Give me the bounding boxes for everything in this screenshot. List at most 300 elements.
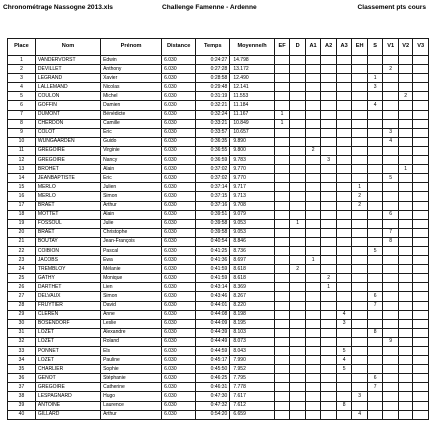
nom-cell: MERLO <box>35 192 100 201</box>
cat-ef-cell <box>274 374 290 383</box>
temps-cell: 0:39:58 <box>196 228 230 237</box>
cat-ef-cell <box>274 265 290 274</box>
cat-a3-cell <box>336 110 352 119</box>
cat-d-cell <box>290 65 306 74</box>
cat-a3-cell <box>336 228 352 237</box>
cat-d-cell <box>290 347 306 356</box>
table-row <box>8 219 429 228</box>
cat-a3-cell <box>336 210 352 219</box>
cat-s-cell <box>367 165 383 174</box>
cat-v2-cell <box>398 265 412 274</box>
cat-ef-cell <box>274 410 290 419</box>
distance-cell: 6.030 <box>162 410 196 419</box>
place-cell: 3 <box>8 74 36 83</box>
col-v1: V1 <box>383 39 399 56</box>
prenom-cell: Pascal <box>101 246 162 255</box>
table-row <box>8 228 429 237</box>
cat-s-cell <box>367 219 383 228</box>
cat-a3-cell <box>336 192 352 201</box>
table-row <box>8 365 429 374</box>
nom-cell: GREGOIRE <box>35 156 100 165</box>
cat-a1-cell <box>305 274 321 283</box>
cat-a3-cell <box>336 146 352 155</box>
cat-a1-cell <box>305 119 321 128</box>
table-row <box>8 265 429 274</box>
cat-s-cell <box>367 201 383 210</box>
moyenne-cell: 12.490 <box>230 74 274 83</box>
cat-v2-cell <box>398 101 412 110</box>
cat-d-cell <box>290 337 306 346</box>
nom-cell: WUNGAARDEN <box>35 137 100 146</box>
place-cell: 36 <box>8 374 36 383</box>
distance-cell: 6.030 <box>162 401 196 410</box>
table-row <box>8 74 429 83</box>
cat-eh-cell <box>352 83 368 92</box>
cat-eh-cell <box>352 92 368 101</box>
cat-v1-cell <box>383 165 399 174</box>
table-row <box>8 246 429 255</box>
cat-ef-cell <box>274 165 290 174</box>
cat-eh-cell <box>352 283 368 292</box>
moyenne-cell: 8.267 <box>230 292 274 301</box>
cat-a1-cell <box>305 174 321 183</box>
results-body <box>8 56 429 420</box>
cat-eh-cell <box>352 401 368 410</box>
nom-cell: DUMONT <box>35 110 100 119</box>
cat-eh-cell <box>352 56 368 65</box>
cat-a1-cell <box>305 410 321 419</box>
cat-d-cell <box>290 137 306 146</box>
prenom-cell: Eric <box>101 128 162 137</box>
cat-a3-cell <box>336 265 352 274</box>
place-cell: 10 <box>8 137 36 146</box>
cat-a1-cell <box>305 392 321 401</box>
cat-v2-cell <box>398 401 412 410</box>
moyenne-cell: 9.708 <box>230 201 274 210</box>
cat-s-cell <box>367 356 383 365</box>
cat-s-cell <box>367 237 383 246</box>
prenom-cell: Simon <box>101 292 162 301</box>
cat-d-cell <box>290 410 306 419</box>
cat-v1-cell <box>383 410 399 419</box>
cat-d-cell <box>290 110 306 119</box>
cat-a3-cell <box>336 410 352 419</box>
cat-a1-cell <box>305 83 321 92</box>
cat-v3-cell <box>413 228 429 237</box>
moyenne-cell: 10.849 <box>230 119 274 128</box>
nom-cell: BOUTAY <box>35 237 100 246</box>
cat-a3-cell: 4 <box>336 356 352 365</box>
cat-v3-cell <box>413 401 429 410</box>
cat-s-cell: 3 <box>367 83 383 92</box>
place-cell: 5 <box>8 92 36 101</box>
cat-v1-cell: 5 <box>383 174 399 183</box>
table-row <box>8 128 429 137</box>
cat-a3-cell <box>336 274 352 283</box>
cat-d-cell <box>290 392 306 401</box>
cat-v3-cell <box>413 74 429 83</box>
cat-d-cell <box>290 56 306 65</box>
moyenne-cell: 13.172 <box>230 65 274 74</box>
cat-a3-cell <box>336 183 352 192</box>
col-prenom: Prénom <box>101 39 162 56</box>
nom-cell: LALLEMAND <box>35 83 100 92</box>
nom-cell: CLEREN <box>35 310 100 319</box>
cat-a3-cell <box>336 174 352 183</box>
cat-a1-cell <box>305 210 321 219</box>
cat-ef-cell <box>274 237 290 246</box>
nom-cell: TREMBLOY <box>35 265 100 274</box>
cat-s-cell <box>367 174 383 183</box>
distance-cell: 6.030 <box>162 137 196 146</box>
moyenne-cell: 9.713 <box>230 192 274 201</box>
temps-cell: 0:41:59 <box>196 265 230 274</box>
cat-a3-cell <box>336 119 352 128</box>
temps-cell: 0:45:50 <box>196 365 230 374</box>
cat-d-cell <box>290 246 306 255</box>
cat-d-cell <box>290 156 306 165</box>
temps-cell: 0:31:19 <box>196 92 230 101</box>
nom-cell: BRAET <box>35 228 100 237</box>
distance-cell: 6.030 <box>162 246 196 255</box>
cat-a2-cell <box>321 146 337 155</box>
cat-ef-cell <box>274 74 290 83</box>
cat-v3-cell <box>413 128 429 137</box>
cat-v1-cell <box>383 301 399 310</box>
cat-eh-cell <box>352 347 368 356</box>
cat-d-cell <box>290 401 306 410</box>
cat-a2-cell <box>321 65 337 74</box>
table-row <box>8 319 429 328</box>
moyenne-cell: 9.053 <box>230 228 274 237</box>
cat-s-cell <box>367 401 383 410</box>
col-temps: Temps <box>196 39 230 56</box>
cat-s-cell <box>367 65 383 74</box>
cat-a2-cell <box>321 347 337 356</box>
cat-a3-cell: 3 <box>336 319 352 328</box>
cat-a3-cell <box>336 128 352 137</box>
cat-a1-cell <box>305 92 321 101</box>
cat-s-cell: 7 <box>367 301 383 310</box>
cat-v1-cell <box>383 401 399 410</box>
nom-cell: COLOT <box>35 128 100 137</box>
moyenne-cell: 8.195 <box>230 319 274 328</box>
nom-cell: BOSENDORF <box>35 319 100 328</box>
prenom-cell: Pauline <box>101 356 162 365</box>
temps-cell: 0:44:08 <box>196 310 230 319</box>
cat-s-cell <box>367 110 383 119</box>
cat-a2-cell <box>321 83 337 92</box>
table-row <box>8 56 429 65</box>
cat-eh-cell <box>352 110 368 119</box>
cat-eh-cell <box>352 128 368 137</box>
cat-v2-cell <box>398 128 412 137</box>
place-cell: 40 <box>8 410 36 419</box>
col-eh: EH <box>352 39 368 56</box>
place-cell: 16 <box>8 192 36 201</box>
cat-a2-cell <box>321 210 337 219</box>
cat-ef-cell <box>274 65 290 74</box>
distance-cell: 6.030 <box>162 228 196 237</box>
temps-cell: 0:27:28 <box>196 65 230 74</box>
nom-cell: ANTOINE <box>35 401 100 410</box>
cat-d-cell <box>290 128 306 137</box>
cat-a1-cell <box>305 137 321 146</box>
cat-a1-cell <box>305 356 321 365</box>
cat-s-cell <box>367 392 383 401</box>
cat-a1-cell <box>305 310 321 319</box>
table-row <box>8 256 429 265</box>
cat-ef-cell <box>274 101 290 110</box>
cat-d-cell <box>290 74 306 83</box>
cat-v1-cell <box>383 146 399 155</box>
cat-a3-cell <box>336 156 352 165</box>
cat-eh-cell <box>352 228 368 237</box>
cat-d-cell <box>290 256 306 265</box>
temps-cell: 0:46:31 <box>196 383 230 392</box>
nom-cell: PONNET <box>35 347 100 356</box>
moyenne-cell: 11.553 <box>230 92 274 101</box>
cat-a3-cell <box>336 74 352 83</box>
temps-cell: 0:36:59 <box>196 156 230 165</box>
cat-d-cell <box>290 283 306 292</box>
cat-a2-cell <box>321 301 337 310</box>
col-ef: EF <box>274 39 290 56</box>
table-row <box>8 210 429 219</box>
cat-s-cell <box>367 274 383 283</box>
cat-d-cell: 2 <box>290 265 306 274</box>
cat-ef-cell: 1 <box>274 119 290 128</box>
cat-v3-cell <box>413 383 429 392</box>
moyenne-cell: 8.073 <box>230 337 274 346</box>
temps-cell: 0:37:15 <box>196 192 230 201</box>
cat-eh-cell <box>352 101 368 110</box>
cat-ef-cell <box>274 283 290 292</box>
distance-cell: 6.030 <box>162 292 196 301</box>
temps-cell: 0:37:14 <box>196 183 230 192</box>
cat-d-cell <box>290 92 306 101</box>
temps-cell: 0:29:48 <box>196 83 230 92</box>
cat-d-cell <box>290 183 306 192</box>
cat-ef-cell <box>274 92 290 101</box>
table-row <box>8 119 429 128</box>
cat-eh-cell: 2 <box>352 201 368 210</box>
place-cell: 4 <box>8 83 36 92</box>
cat-v1-cell <box>383 74 399 83</box>
cat-a2-cell <box>321 383 337 392</box>
cat-v1-cell <box>383 201 399 210</box>
cat-v3-cell <box>413 65 429 74</box>
distance-cell: 6.030 <box>162 392 196 401</box>
cat-v1-cell <box>383 292 399 301</box>
cat-v3-cell <box>413 365 429 374</box>
place-cell: 31 <box>8 328 36 337</box>
cat-d-cell <box>290 83 306 92</box>
cat-eh-cell <box>352 301 368 310</box>
cat-a3-cell <box>336 328 352 337</box>
moyenne-cell: 7.778 <box>230 383 274 392</box>
cat-a3-cell <box>336 256 352 265</box>
table-row <box>8 65 429 74</box>
prenom-cell: David <box>101 301 162 310</box>
cat-eh-cell <box>352 356 368 365</box>
prenom-cell: Els <box>101 347 162 356</box>
cat-ef-cell <box>274 128 290 137</box>
cat-v2-cell <box>398 310 412 319</box>
distance-cell: 6.030 <box>162 328 196 337</box>
cat-v1-cell <box>383 256 399 265</box>
cat-v2-cell <box>398 74 412 83</box>
col-a2: A2 <box>321 39 337 56</box>
cat-s-cell <box>367 283 383 292</box>
cat-a2-cell <box>321 101 337 110</box>
temps-cell: 0:46:25 <box>196 374 230 383</box>
cat-a2-cell <box>321 292 337 301</box>
cat-a2-cell <box>321 401 337 410</box>
distance-cell: 6.030 <box>162 256 196 265</box>
cat-v2-cell: 1 <box>398 165 412 174</box>
cat-v1-cell: 9 <box>383 337 399 346</box>
nom-cell: GOFFIN <box>35 101 100 110</box>
place-cell: 2 <box>8 65 36 74</box>
place-cell: 19 <box>8 219 36 228</box>
cat-a3-cell <box>336 219 352 228</box>
prenom-cell: Leslie <box>101 319 162 328</box>
cat-a1-cell <box>305 401 321 410</box>
cat-d-cell <box>290 274 306 283</box>
cat-a2-cell <box>321 356 337 365</box>
temps-cell: 0:43:46 <box>196 292 230 301</box>
cat-d-cell <box>290 192 306 201</box>
distance-cell: 6.030 <box>162 319 196 328</box>
place-cell: 39 <box>8 401 36 410</box>
prenom-cell: Mélanie <box>101 265 162 274</box>
cat-v1-cell <box>383 319 399 328</box>
distance-cell: 6.030 <box>162 101 196 110</box>
cat-a3-cell: 5 <box>336 347 352 356</box>
nom-cell: GATHY <box>35 274 100 283</box>
cat-v3-cell <box>413 256 429 265</box>
temps-cell: 0:43:14 <box>196 283 230 292</box>
nom-cell: JEANBAPTISTE <box>35 174 100 183</box>
table-row <box>8 146 429 155</box>
cat-d-cell <box>290 292 306 301</box>
moyenne-cell: 9.783 <box>230 156 274 165</box>
cat-v2-cell <box>398 365 412 374</box>
cat-v3-cell <box>413 192 429 201</box>
cat-eh-cell <box>352 74 368 83</box>
cat-a1-cell <box>305 192 321 201</box>
nom-cell: GENOT <box>35 374 100 383</box>
table-row <box>8 83 429 92</box>
distance-cell: 6.030 <box>162 183 196 192</box>
cat-ef-cell <box>274 210 290 219</box>
cat-a1-cell <box>305 319 321 328</box>
cat-v1-cell <box>383 328 399 337</box>
cat-v2-cell <box>398 283 412 292</box>
cat-v3-cell <box>413 56 429 65</box>
cat-ef-cell <box>274 328 290 337</box>
table-row <box>8 274 429 283</box>
cat-v3-cell <box>413 183 429 192</box>
cat-v1-cell <box>383 156 399 165</box>
cat-eh-cell <box>352 65 368 74</box>
cat-v2-cell <box>398 146 412 155</box>
distance-cell: 6.030 <box>162 210 196 219</box>
sheet-header <box>0 0 430 16</box>
col-a3: A3 <box>336 39 352 56</box>
cat-a2-cell <box>321 392 337 401</box>
cat-v3-cell <box>413 356 429 365</box>
cat-a2-cell <box>321 128 337 137</box>
cat-v2-cell: 2 <box>398 92 412 101</box>
cat-a2-cell <box>321 110 337 119</box>
prenom-cell: Julie <box>101 219 162 228</box>
place-cell: 7 <box>8 110 36 119</box>
place-cell: 29 <box>8 310 36 319</box>
col-nom: Nom <box>35 39 100 56</box>
cat-a3-cell <box>336 392 352 401</box>
cat-a2-cell <box>321 328 337 337</box>
cat-v1-cell <box>383 119 399 128</box>
prenom-cell: Arthur <box>101 410 162 419</box>
cat-v2-cell <box>398 256 412 265</box>
moyenne-cell: 11.167 <box>230 110 274 119</box>
cat-v3-cell <box>413 110 429 119</box>
cat-a2-cell <box>321 56 337 65</box>
cat-v2-cell <box>398 156 412 165</box>
col-place: Place <box>8 39 36 56</box>
cat-v1-cell: 8 <box>383 237 399 246</box>
cat-s-cell <box>367 56 383 65</box>
cat-a2-cell: 3 <box>321 156 337 165</box>
cat-v1-cell: 4 <box>383 137 399 146</box>
distance-cell: 6.030 <box>162 365 196 374</box>
nom-cell: LEGRAND <box>35 74 100 83</box>
cat-a1-cell <box>305 128 321 137</box>
prenom-cell: Edwin <box>101 56 162 65</box>
cat-a2-cell <box>321 337 337 346</box>
cat-eh-cell <box>352 328 368 337</box>
cat-a2-cell <box>321 92 337 101</box>
moyenne-cell: 7.617 <box>230 392 274 401</box>
table-row <box>8 283 429 292</box>
cat-a1-cell <box>305 365 321 374</box>
distance-cell: 6.030 <box>162 110 196 119</box>
cat-v3-cell <box>413 165 429 174</box>
prenom-cell: Roland <box>101 337 162 346</box>
distance-cell: 6.030 <box>162 192 196 201</box>
cat-v3-cell <box>413 156 429 165</box>
temps-cell: 0:41:36 <box>196 256 230 265</box>
prenom-cell: Sophie <box>101 365 162 374</box>
cat-a3-cell <box>336 292 352 301</box>
cat-v3-cell <box>413 246 429 255</box>
moyenne-cell: 10.657 <box>230 128 274 137</box>
prenom-cell: Nicolas <box>101 83 162 92</box>
cat-a1-cell <box>305 292 321 301</box>
prenom-cell: Nancy <box>101 156 162 165</box>
cat-a2-cell <box>321 201 337 210</box>
cat-s-cell: 6 <box>367 292 383 301</box>
prenom-cell: Stéphanie <box>101 374 162 383</box>
nom-cell: JACOBS <box>35 256 100 265</box>
temps-cell: 0:44:01 <box>196 301 230 310</box>
cat-v3-cell <box>413 337 429 346</box>
cat-a1-cell <box>305 56 321 65</box>
moyenne-cell: 9.890 <box>230 137 274 146</box>
temps-cell: 0:44:09 <box>196 319 230 328</box>
